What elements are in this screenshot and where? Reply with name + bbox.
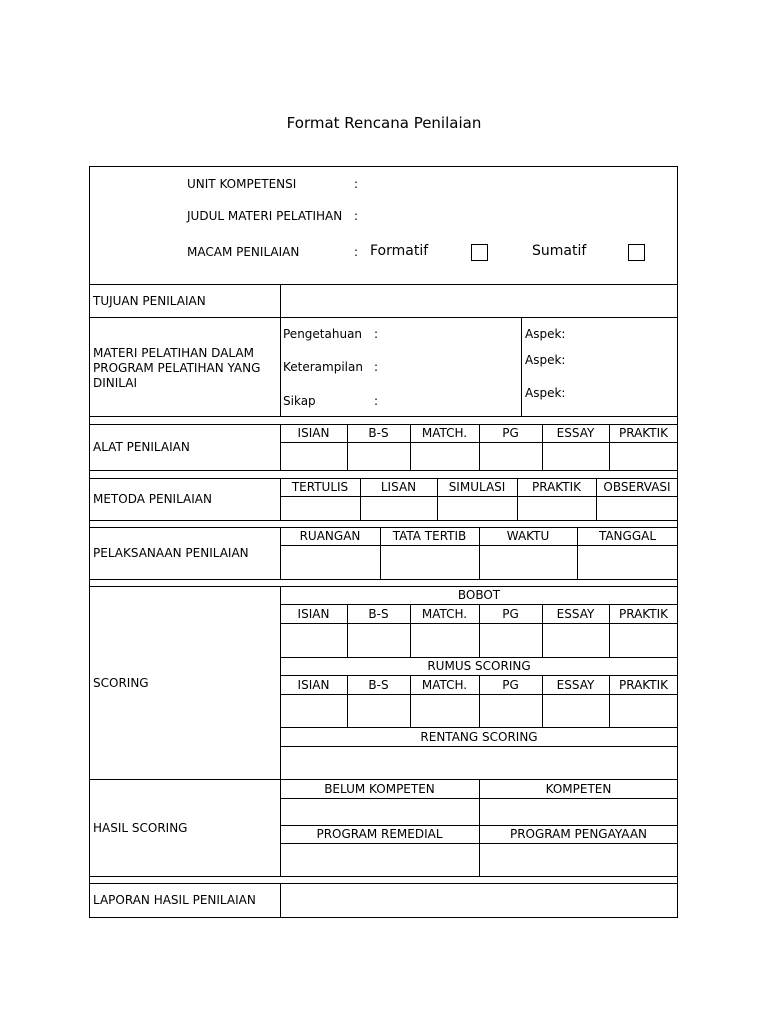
alat-col-isian: ISIAN [297,426,330,440]
laporan-hasil-label: LAPORAN HASIL PENILAIAN [93,893,256,907]
grid-line [280,496,678,497]
row-divider [89,317,678,318]
program-pengayaan-header: PROGRAM PENGAYAAN [509,827,648,841]
metoda-col-praktik: PRAKTIK [532,480,581,494]
row-divider [89,876,678,877]
rumus-col-isian: ISIAN [297,677,330,692]
bobot-col-bs: B-S [368,606,389,621]
rumus-col-bs: B-S [368,677,389,692]
macam-penilaian-colon: : [354,245,359,259]
belum-kompeten-header: BELUM KOMPETEN [324,781,435,796]
pelaksanaan-col-tanggal: TANGGAL [598,529,657,543]
row-divider [89,416,678,417]
alat-col-match: MATCH. [421,426,468,440]
keterampilan-label: Keterampilan [283,360,363,374]
grid-line [280,746,678,747]
metoda-penilaian-label: METODA PENILAIAN [93,492,212,506]
col-divider [521,317,522,416]
pelaksanaan-col-ruangan: RUANGAN [299,529,361,543]
alat-col-bs: B-S [368,426,389,440]
row-divider [89,520,678,521]
sumatif-label: Sumatif [532,243,587,259]
alat-col-praktik: PRAKTIK [619,426,668,440]
pengetahuan-label: Pengetahuan [283,327,363,341]
row-divider [89,579,678,580]
pengetahuan-colon: : [374,327,379,341]
bobot-col-isian: ISIAN [297,606,330,621]
rentang-scoring-header: RENTANG SCORING [420,729,538,744]
alat-col-essay: ESSAY [556,426,595,440]
rumus-col-pg: PG [502,677,519,692]
tujuan-penilaian-label: TUJUAN PENILAIAN [93,294,206,308]
kompeten-header: KOMPETEN [545,781,612,796]
bobot-col-match: MATCH. [421,606,468,621]
bobot-col-essay: ESSAY [556,606,595,621]
page-title: Format Rencana Penilaian [286,114,482,132]
keterampilan-colon: : [374,360,379,374]
unit-kompetensi-label: UNIT KOMPETENSI [187,177,297,191]
pelaksanaan-col-waktu: WAKTU [506,529,550,543]
sikap-label: Sikap [283,394,316,408]
program-remedial-header: PROGRAM REMEDIAL [316,827,443,841]
pelaksanaan-penilaian-label: PELAKSANAAN PENILAIAN [93,546,249,560]
rumus-col-match: MATCH. [421,677,468,692]
judul-materi-label: JUDUL MATERI PELATIHAN [187,209,343,223]
materi-pelatihan-label: MATERI PELATIHAN DALAM PROGRAM PELATIHAN YANG DINILAI [93,346,261,390]
bobot-col-pg: PG [502,606,519,621]
unit-kompetensi-colon: : [354,177,359,191]
sikap-colon: : [374,394,379,408]
hasil-scoring-label: HASIL SCORING [93,821,188,835]
metoda-col-simulasi: SIMULASI [448,480,506,494]
rumus-col-essay: ESSAY [556,677,595,692]
alat-col-pg: PG [502,426,519,440]
macam-penilaian-label: MACAM PENILAIAN [187,245,300,259]
row-divider [89,470,678,471]
metoda-col-tertulis: TERTULIS [291,480,349,494]
metoda-col-observasi: OBSERVASI [603,480,671,494]
bobot-col-praktik: PRAKTIK [619,606,668,621]
row-divider [89,883,678,884]
col-divider [280,883,281,918]
sumatif-checkbox[interactable] [628,244,645,261]
formatif-label: Formatif [370,243,429,259]
aspek-label: Aspek: [525,327,566,341]
metoda-col-lisan: LISAN [380,480,417,494]
judul-materi-colon: : [354,209,359,223]
col-divider [280,284,281,416]
alat-penilaian-label: ALAT PENILAIAN [93,440,190,454]
rumus-col-praktik: PRAKTIK [619,677,668,692]
aspek-label: Aspek: [525,386,566,400]
scoring-label: SCORING [93,676,149,690]
bobot-header: BOBOT [457,588,501,602]
aspek-label: Aspek: [525,353,566,367]
rumus-scoring-header: RUMUS SCORING [427,659,531,673]
row-divider [89,284,678,285]
pelaksanaan-col-tata-tertib: TATA TERTIB [392,529,467,543]
formatif-checkbox[interactable] [471,244,488,261]
